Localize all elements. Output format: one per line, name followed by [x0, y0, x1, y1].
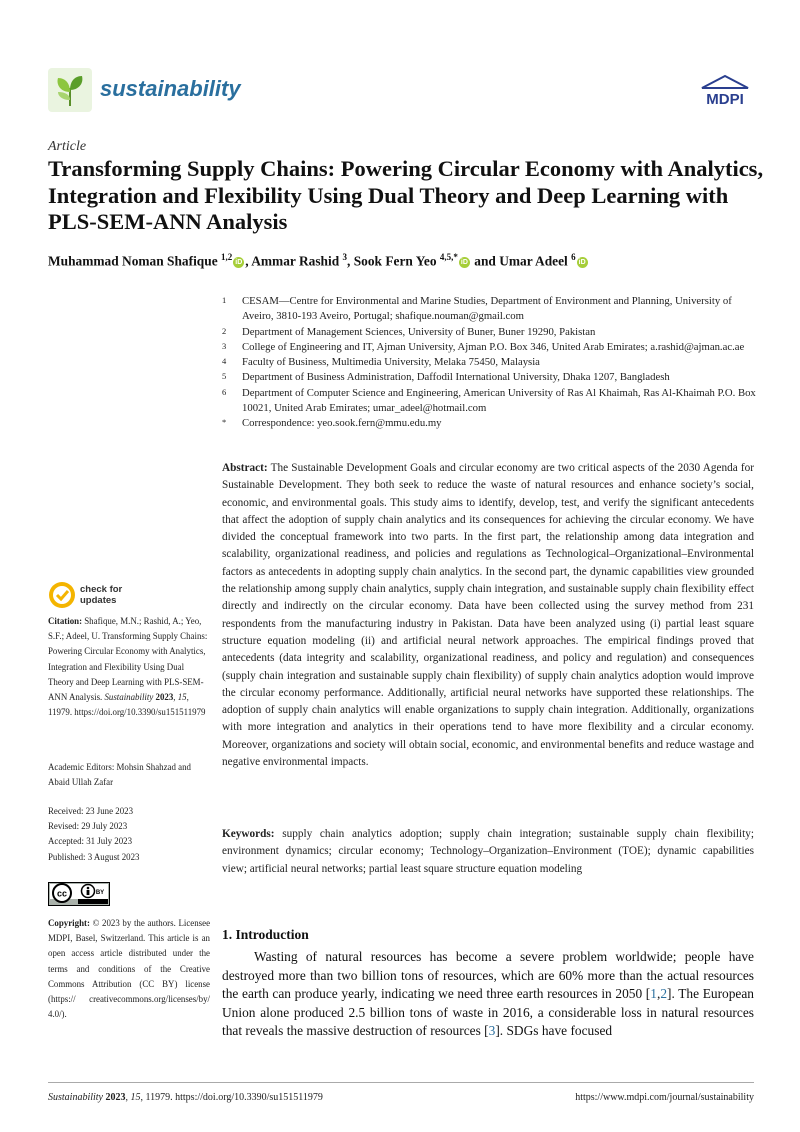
author-separator: ,	[347, 253, 354, 269]
affiliation-item	[222, 325, 762, 340]
author-name: Muhammad Noman Shafique	[48, 253, 218, 269]
intro-text-1: Wasting of natural resources has become a severe problem worldwide; people have destroyed more than two billion tons of resources, which are 60% more than the actual resources the earth can produce yearly, indicating we need three earth resources in 2050 [	[222, 949, 754, 1002]
affiliation-item	[222, 294, 762, 325]
affiliation-mark: 3	[222, 340, 227, 351]
footer-year: 2023	[105, 1092, 126, 1103]
affiliation-item	[222, 370, 762, 385]
citation-block: Citation: Shafique, M.N.; Rashid, A.; Yeo, S.F.; Adeel, U. Transforming Supply Chains: Powering Circular Economy with Analytics, Integration and Flexibility Using Dual Theory and Deep Learning with PLS-SEM-ANN Analysis. Sustainability 2023, 15, 11979. https://doi.org/10.3390/su151511979	[48, 616, 208, 718]
check-for-updates-text	[80, 584, 122, 606]
date-revised: Revised: 29 July 2023	[48, 821, 128, 832]
mdpi-logo-icon[interactable]	[696, 74, 754, 110]
author-list	[48, 252, 768, 269]
section-heading-introduction: 1. Introduction	[222, 927, 309, 942]
abstract-text: The Sustainable Development Goals and circular economy are two critical aspects of the 2030 Agenda for Sustainable Development. They both seek to reduce the waste of natural resources and enhance society’s social, economic, and environmental goals. This study aims to identify, develop, test, and verify the significant antecedents that affect the adoption of supply chain analytics and its consequences for achieving the circular economy. We have divided the conceptual framework into two parts. In the first part, the relationship among data integration and scalability, organizational readiness, and policies and regulations as Technological–Organizational–Environmental factors as antecedents in adopting supply chain analytics. In the second part, the dynamic capabilities view grounded the relationship among supply chain analytics, supply chain integration, and sustainable supply chain flexibility effect directly and indirectly on the circular economy. Data have been collected using the survey method from 231 respondents from the manufacturing industry in Pakistan. Data have been analyzed using (i) partial least square structure equation modeling (ii) and artificial neural network approaches. The empirical findings proved that antecedents (data integrity and scalability, organizational readiness, and policy and regulation) and consequences (supply chain integration and sustainable supply chain flexibility) of supply chain analytics adoption would improve the circular economy performance. Additionally, artificial neural networks have supported these relationships. The adoption of supply chain analytics will enable organizations to supply chain integration. Additionally, organizations with more integration and analytics in their operations tend to have more flexibility and a circular economy. Moreover, organizations and society will obtain social, economic, and environmental benefits and reduce wastage and negative environmental impacts.	[222, 462, 754, 769]
keywords-text: supply chain analytics adoption; supply chain integration; sustainable supply chain flexibility; environment dynamics; circular economy; Technology–Organization–Environment (TOE); dynamic capabilities view; artificial neural networks; partial least square structure equation modeling	[222, 828, 755, 875]
author-name: Umar Adeel	[499, 253, 568, 269]
author-affiliation-marks: 4,5,*	[439, 252, 458, 262]
footer-volume: 15	[130, 1092, 141, 1103]
affiliation-item	[222, 386, 762, 417]
author-affiliation-marks: 6	[571, 252, 576, 262]
orcid-icon[interactable]: iD	[235, 259, 243, 267]
citation-article: , 11979.	[48, 692, 189, 718]
affiliation-text: Faculty of Business, Multimedia University, Melaka 75450, Malaysia	[242, 356, 540, 369]
orcid-icon[interactable]: iD	[460, 259, 468, 267]
svg-text:BY: BY	[95, 890, 105, 896]
citation-volume: 15	[177, 692, 187, 703]
footer-journal-url[interactable]: https://www.mdpi.com/journal/sustainability	[575, 1092, 754, 1103]
copyright-label: Copyright:	[48, 918, 90, 928]
citation-text: Shafique, M.N.; Rashid, A.; Yeo, S.F.; Adeel, U. Transforming Supply Chains: Powering Circular Economy with Analytics, Integration and Flexibility Using Dual Theory and Deep Learning with PLS-SEM-ANN Analysis.	[48, 616, 208, 703]
citation-label: Citation:	[48, 616, 83, 626]
journal-header	[48, 68, 754, 114]
author-affiliation-marks: 3	[342, 252, 348, 262]
orcid-icon[interactable]: iD	[578, 259, 586, 267]
paper-title: Transforming Supply Chains: Powering Circular Economy with Analytics, Integration and Flexibility Using Dual Theory and Deep Learning with PLS-SEM-ANN Analysis	[48, 156, 764, 234]
affiliation-item	[222, 416, 762, 431]
check-line-1: check for	[80, 584, 123, 595]
intro-text-2: ]. The European Union alone produced 2.5 billion tons of waste in 2016, a considerable loss in natural resources that reveals the massive destruction of resources [	[222, 986, 754, 1039]
date-published: Published: 3 August 2023	[48, 851, 140, 862]
author-separator: and	[470, 253, 500, 269]
reference-link-2[interactable]: 2	[660, 986, 668, 1002]
keywords	[222, 826, 754, 878]
author-separator: ,	[245, 253, 252, 269]
affiliation-text: College of Engineering and IT, Ajman University, Ajman P.O. Box 346, United Arab Emirates; a.rashid@ajman.ac.ae	[242, 340, 745, 353]
reference-link-3[interactable]: 3	[488, 1023, 496, 1039]
abstract	[222, 460, 754, 771]
author-name: Sook Fern Yeo	[353, 253, 437, 269]
academic-editors: Academic Editors: Mohsin Shahzad and Abaid Ullah Zafar	[48, 762, 191, 788]
publication-dates	[48, 804, 210, 865]
affiliation-mark: 4	[222, 356, 227, 367]
affiliation-text: Department of Business Administration, Daffodil International University, Dhaka 1207, Bangladesh	[242, 371, 670, 384]
affiliation-mark: 2	[222, 325, 227, 336]
affiliation-text: CESAM—Centre for Environmental and Marine Studies, Department of Environment and Planning, University of Aveiro, 3810-193 Aveiro, Portugal; shafique.nouman@gmail.com	[242, 295, 732, 323]
citation-year: 2023	[155, 692, 174, 703]
copyright-text: © 2023 by the authors. Licensee MDPI, Basel, Switzerland. This article is an open access article distributed under the terms and conditions of the Creative Commons Attribution (CC BY) license (https:// creativecommons.org/licenses/by/ 4.0/).	[48, 918, 211, 1020]
affiliation-text: Department of Management Sciences, University of Buner, Buner 19290, Pakistan	[242, 325, 596, 338]
affiliation-text: Department of Computer Science and Engineering, American University of Ras Al Khaimah, Ras Al-Khaimah P.O. Box 10021, United Arab Emirates; umar_adeel@hotmail.com	[242, 386, 756, 415]
copyright-block	[48, 916, 210, 1022]
sustainability-leaf-logo-icon	[48, 68, 92, 112]
ref-separator: ,	[656, 986, 661, 1002]
affiliation-mark: *	[222, 417, 227, 428]
affiliation-mark: 1	[222, 295, 227, 305]
check-line-2: updates	[80, 595, 117, 606]
affiliation-text: Correspondence: yeo.sook.fern@mmu.edu.my	[242, 417, 442, 430]
author-affiliation-marks: 1,2	[221, 252, 233, 262]
check-for-updates-icon	[48, 581, 76, 609]
author-name: Ammar Rashid	[251, 253, 340, 269]
citation-doi-link[interactable]: https://doi.org/10.3390/su151511979	[74, 707, 206, 718]
cc-by-license-icon[interactable]	[48, 882, 110, 906]
check-for-updates-badge[interactable]	[48, 581, 148, 611]
introduction-paragraph	[222, 948, 754, 1041]
affiliation-mark: 6	[222, 386, 227, 397]
affiliation-item	[222, 355, 762, 370]
intro-text-3: ]. SDGs have focused	[495, 1023, 613, 1039]
date-accepted: Accepted: 31 July 2023	[48, 836, 133, 847]
keywords-label: Keywords:	[222, 828, 275, 840]
citation-journal: Sustainability	[104, 692, 154, 703]
date-received: Received: 23 June 2023	[48, 806, 134, 816]
footer-doi[interactable]: , 11979. https://doi.org/10.3390/su151511979	[140, 1092, 323, 1103]
reference-link-1[interactable]: 1	[650, 986, 657, 1002]
affiliation-item	[222, 340, 762, 355]
footer-journal: Sustainability	[48, 1092, 103, 1103]
journal-name[interactable]: sustainability	[100, 76, 241, 101]
abstract-label: Abstract:	[222, 462, 268, 474]
affiliation-mark: 5	[222, 371, 227, 382]
svg-text:cc: cc	[56, 888, 68, 899]
article-type: Article	[48, 139, 87, 154]
publisher-label: MDPI	[706, 91, 744, 108]
footer-citation: Sustainability 2023, 15, 11979. https://doi.org/10.3390/su151511979	[48, 1092, 323, 1103]
affiliations	[222, 294, 762, 432]
footer-divider	[48, 1082, 754, 1083]
